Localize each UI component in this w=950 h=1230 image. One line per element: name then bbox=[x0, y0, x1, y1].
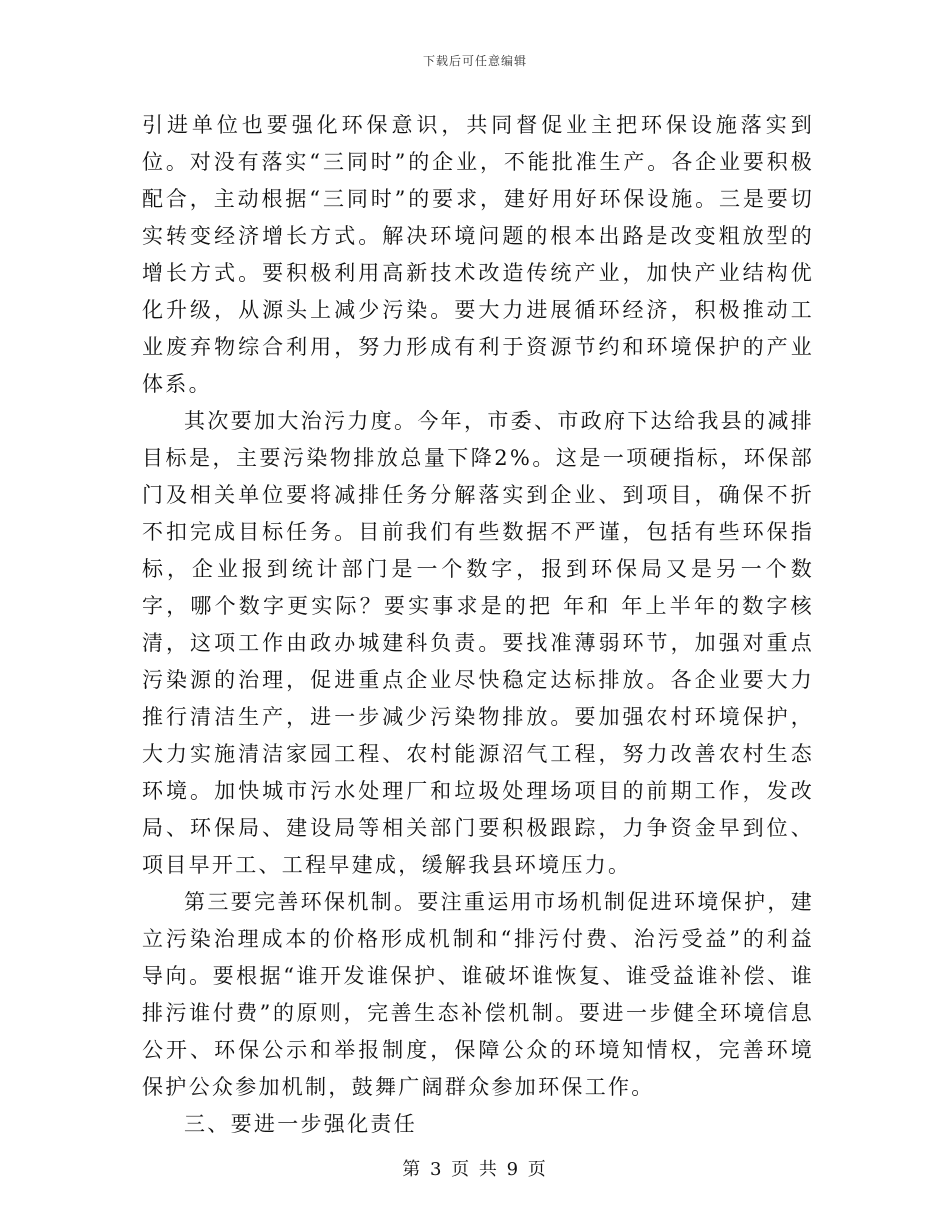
header-note: 下载后可任意编辑 bbox=[422, 54, 527, 68]
paragraph-continued: 引进单位也要强化环保意识，共同督促业主把环保设施落实到位。对没有落实“三同时”的企业，不能批准生产。各企业要积极配合，主动根据“三同时”的要求，建好用好环保设施。三是要切实转变经济增长方式。解决环境问题的根本出路是改变粗放型的增长方式。要积极利用高新技术改造传统产业，加快产业结构优化升级，从源头上减少污染。要大力进展循环经济，积极推动工业废弃物综合利用，努力形成有利于资源节约和环境保护的产业体系。 bbox=[142, 113, 814, 396]
document-body bbox=[142, 107, 814, 1143]
paragraph-environmental-mechanism: 第三要完善环保机制。要注重运用市场机制促进环境保护，建立污染治理成本的价格形成机制和“排污付费、治污受益”的利益导向。要根据“谁开发谁保护、谁破坏谁恢复、谁受益谁补偿、谁排污谁付费”的原则，完善生态补偿机制。要进一步健全环境信息公开、环保公示和举报制度，保障公众的环境知情权，完善环境保护公众参加机制，鼓舞广阔群众参加环保工作。 bbox=[142, 890, 814, 1099]
section-heading: 三、要进一步强化责任 bbox=[184, 1112, 417, 1136]
paragraph-pollution-control: 其次要加大治污力度。今年，市委、市政府下达给我县的减排目标是，主要污染物排放总量下降2%。这是一项硬指标，环保部门及相关单位要将减排任务分解落实到企业、到项目，确保不折不扣完成目标任务。目前我们有些数据不严谨，包括有些环保指标，企业报到统计部门是一个数字，报到环保局又是另一个数字，哪个数字更实际？要实事求是的把 年和 年上半年的数字核清，这项工作由政办城建科负责。要找准薄弱环节，加强对重点污染源的治理，促进重点企业尽快稳定达标排放。各企业要大力推行清洁生产，进一步减少污染物排放。要加强农村环境保护，大力实施清洁家园工程、农村能源沼气工程，努力改善农村生态环境。加快城市污水处理厂和垃圾处理场项目的前期工作，发改局、环保局、建设局等相关部门要积极跟踪，力争资金早到位、项目早开工、工程早建成，缓解我县环境压力。 bbox=[142, 409, 814, 877]
page-number: 第 3 页 共 9 页 bbox=[402, 1159, 548, 1180]
